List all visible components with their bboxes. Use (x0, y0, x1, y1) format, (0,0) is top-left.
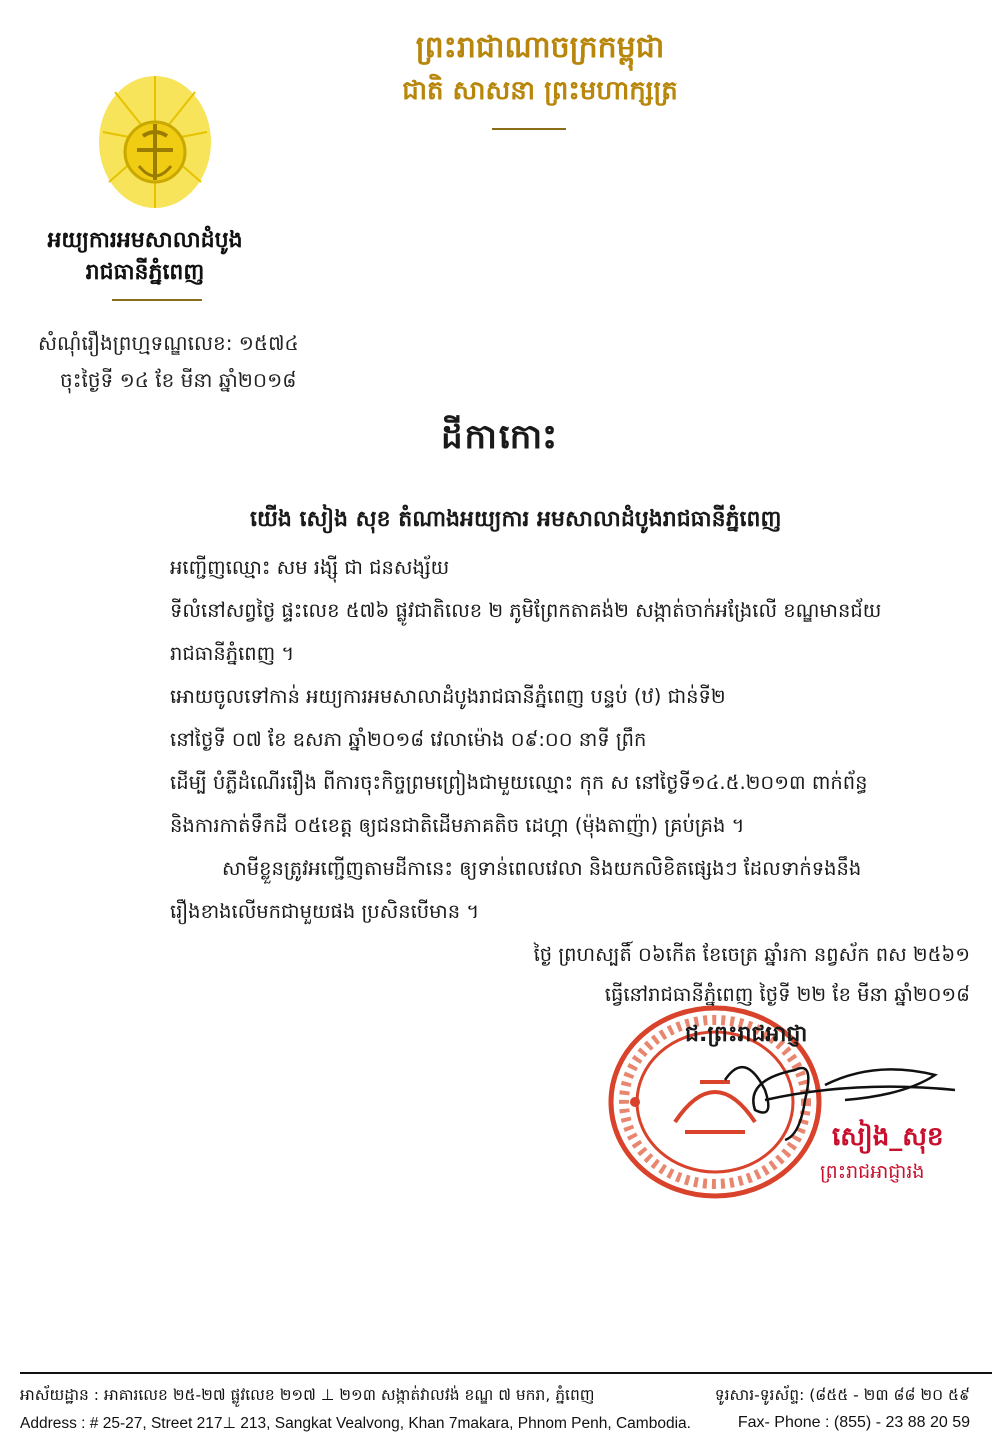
kingdom-motto: ជាតិ សាសនា ព្រះមហាក្សត្រ (402, 76, 678, 106)
emblem-logo (95, 62, 215, 212)
body-line-1: អញ្ជើញឈ្មោះ សម រង្ស៊ី ជា ជនសង្ស័យ (170, 556, 450, 579)
header-ornament (492, 128, 566, 130)
signer-title: ព្រះរាជអាជ្ញារង (820, 1161, 925, 1183)
document-heading: យើង សៀង សុខ តំណាងអយ្យការ អមសាលាដំបូងរាជធានីភ្នំពេញ (250, 507, 782, 532)
reference-date: ចុះថ្ងៃទី ១៤ ខែ មីនា ឆ្នាំ២០១៨ (60, 368, 297, 392)
body-line-8: សាមីខ្លួនត្រូវអញ្ជើញតាមដីកានេះ ឲ្យទាន់ពេលវេលា និងយកលិខិតផ្សេងៗ ដែលទាក់ទងនឹង (222, 857, 862, 880)
body-line-9: រឿងខាងលើមកជាមួយផង ប្រសិនបើមាន ។ (170, 900, 480, 923)
signer-name: សៀង_សុខ (832, 1122, 944, 1152)
body-line-3: រាជធានីភ្នំពេញ ។ (170, 642, 295, 665)
body-line-6: ដើម្បី បំភ្លឺដំណើររឿង ពីការចុះកិច្ចព្រមព្រៀងជាមួយឈ្មោះ កុក ស នៅថ្ងៃទី១៤.៥.២០១៣ ពាក់ព័ន្ធ (170, 771, 868, 794)
sign-role: ជ.ព្រះរាជអាជ្ញា (685, 1022, 808, 1047)
made-at-date: ធ្វើនៅរាជធានីភ្នំពេញ ថ្ងៃទី ២២ ខែ មីនា ឆ្នាំ២០១៨ (604, 983, 970, 1006)
agency-location: រាជធានីភ្នំពេញ (85, 260, 205, 285)
document-title: ដីកាកោះ (440, 417, 560, 457)
kingdom-title: ព្រះរាជាណាចក្រកម្ពុជា (415, 30, 665, 65)
footer-divider (20, 1372, 992, 1374)
footer-phone-km: ទូរសារ-ទូរស័ព្ទ: (៨៥៥ - ២៣ ៨៨ ២០ ៥៩ (714, 1386, 970, 1404)
footer-address-km: អាស័យដ្ឋាន : អាគារលេខ ២៥-២៧ ផ្លូវលេខ ២១៧ ⊥ ២១៣ សង្កាត់វាលវង់ ខណ្ឌ ៧ មករា, ភ្នំពេញ (20, 1386, 595, 1404)
case-number: សំណុំរឿងព្រហ្មទណ្ឌលេខ: ១៥៧៤ (38, 331, 299, 355)
body-line-2: ទីលំនៅសព្វថ្ងៃ ផ្ទះលេខ ៥៧៦ ផ្លូវជាតិលេខ ២ ភូមិព្រែកតាគង់២ សង្កាត់ចាក់អង្រែលើ ខណ្ឌមានជ័យ (170, 599, 882, 622)
agency-name: អយ្យការអមសាលាដំបូង (47, 228, 243, 253)
body-line-7: និងការកាត់ទឹកដី ០៥ខេត្ត ឲ្យជនជាតិដើមភាគតិច ដេហ្គា (ម៉ុងតាញ៉ា) គ្រប់គ្រង ។ (170, 814, 745, 837)
body-line-4: អោយចូលទៅកាន់ អយ្យការអមសាលាដំបូងរាជធានីភ្នំពេញ បន្ទប់ (ឋ) ជាន់ទី២ (170, 685, 726, 708)
footer-address-en: Address : # 25-27, Street 217⊥ 213, Sangkat Vealvong, Khan 7makara, Phnom Penh, Cambodia. (20, 1415, 691, 1432)
agency-ornament (112, 299, 202, 301)
lunar-date: ថ្ងៃ ព្រហស្បតិ៍ ០៦កើត ខែចេត្រ ឆ្នាំរកា នព្វស័ក ពស ២៥៦១ (533, 943, 970, 966)
footer-phone-en: Fax- Phone : (855) - 23 88 20 59 (737, 1414, 970, 1431)
body-line-5: នៅថ្ងៃទី ០៧ ខែ ឧសភា ឆ្នាំ២០១៨ វេលាម៉ោង ០៩:០០ នាទី ព្រឹក (170, 728, 647, 751)
